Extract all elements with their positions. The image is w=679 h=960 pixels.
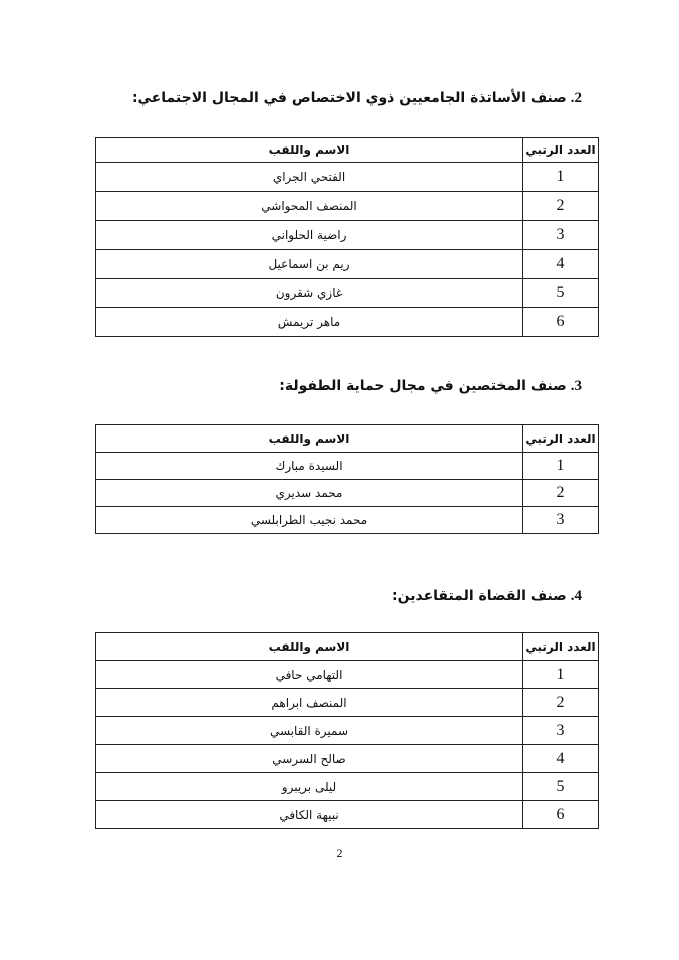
name-cell: ليلى بريبرو	[96, 773, 523, 801]
name-header: الاسم واللقب	[96, 633, 523, 661]
section-4-heading	[392, 588, 582, 605]
name-cell: سميرة القابسي	[96, 717, 523, 745]
section-3-title: صنف المختصين في مجال حماية الطفولة:	[279, 378, 567, 394]
section-3-table	[95, 424, 599, 534]
table-row	[96, 745, 599, 773]
rank-cell: 4	[523, 250, 599, 279]
table-header-row	[96, 425, 599, 453]
table-row	[96, 221, 599, 250]
name-cell: نبيهة الكافي	[96, 801, 523, 829]
section-4-title: صنف القضاة المتقاعدين:	[392, 588, 567, 604]
rank-cell: 5	[523, 773, 599, 801]
name-header: الاسم واللقب	[96, 138, 523, 163]
name-cell: ماهر تريمش	[96, 308, 523, 337]
name-cell: المنصف ابراهم	[96, 689, 523, 717]
rank-cell: 2	[523, 192, 599, 221]
rank-cell: 1	[523, 661, 599, 689]
rank-cell: 6	[523, 801, 599, 829]
name-cell: التهامي حافي	[96, 661, 523, 689]
table-row	[96, 163, 599, 192]
table-row	[96, 507, 599, 534]
table-row	[96, 480, 599, 507]
name-cell: السيدة مبارك	[96, 453, 523, 480]
section-2-number: 2.	[570, 90, 582, 106]
rank-cell: 3	[523, 717, 599, 745]
page-number: 2	[336, 846, 343, 860]
table-row	[96, 689, 599, 717]
name-header: الاسم واللقب	[96, 425, 523, 453]
name-cell: غازي شقرون	[96, 279, 523, 308]
rank-cell: 2	[523, 480, 599, 507]
table-row	[96, 773, 599, 801]
rank-header: العدد الرتبي	[523, 633, 599, 661]
name-cell: الفتحي الجراي	[96, 163, 523, 192]
name-cell: محمد سديري	[96, 480, 523, 507]
rank-cell: 5	[523, 279, 599, 308]
rank-header: العدد الرتبي	[523, 425, 599, 453]
name-cell: راضية الحلواني	[96, 221, 523, 250]
rank-cell: 1	[523, 453, 599, 480]
rank-cell: 2	[523, 689, 599, 717]
section-3-number: 3.	[570, 378, 582, 394]
table-header-row	[96, 138, 599, 163]
section-2-title: صنف الأساتذة الجامعيين ذوي الاختصاص في المجال الاجتماعي:	[131, 90, 567, 106]
section-4-number: 4.	[570, 588, 582, 604]
name-cell: صالح السرسي	[96, 745, 523, 773]
rank-cell: 3	[523, 507, 599, 534]
name-cell: ريم بن اسماعيل	[96, 250, 523, 279]
rank-header: العدد الرتبي	[523, 138, 599, 163]
section-2-table	[95, 137, 599, 337]
section-4-table	[95, 632, 599, 829]
table-row	[96, 308, 599, 337]
rank-cell: 6	[523, 308, 599, 337]
name-cell: محمد نجيب الطرابلسي	[96, 507, 523, 534]
table-row	[96, 279, 599, 308]
table-row	[96, 717, 599, 745]
table-row	[96, 453, 599, 480]
table-header-row	[96, 633, 599, 661]
section-2-heading	[132, 90, 582, 107]
table-row	[96, 250, 599, 279]
table-row	[96, 192, 599, 221]
rank-cell: 1	[523, 163, 599, 192]
section-3-heading	[279, 378, 582, 395]
rank-cell: 3	[523, 221, 599, 250]
table-row	[96, 801, 599, 829]
name-cell: المنصف المحواشي	[96, 192, 523, 221]
table-row	[96, 661, 599, 689]
rank-cell: 4	[523, 745, 599, 773]
